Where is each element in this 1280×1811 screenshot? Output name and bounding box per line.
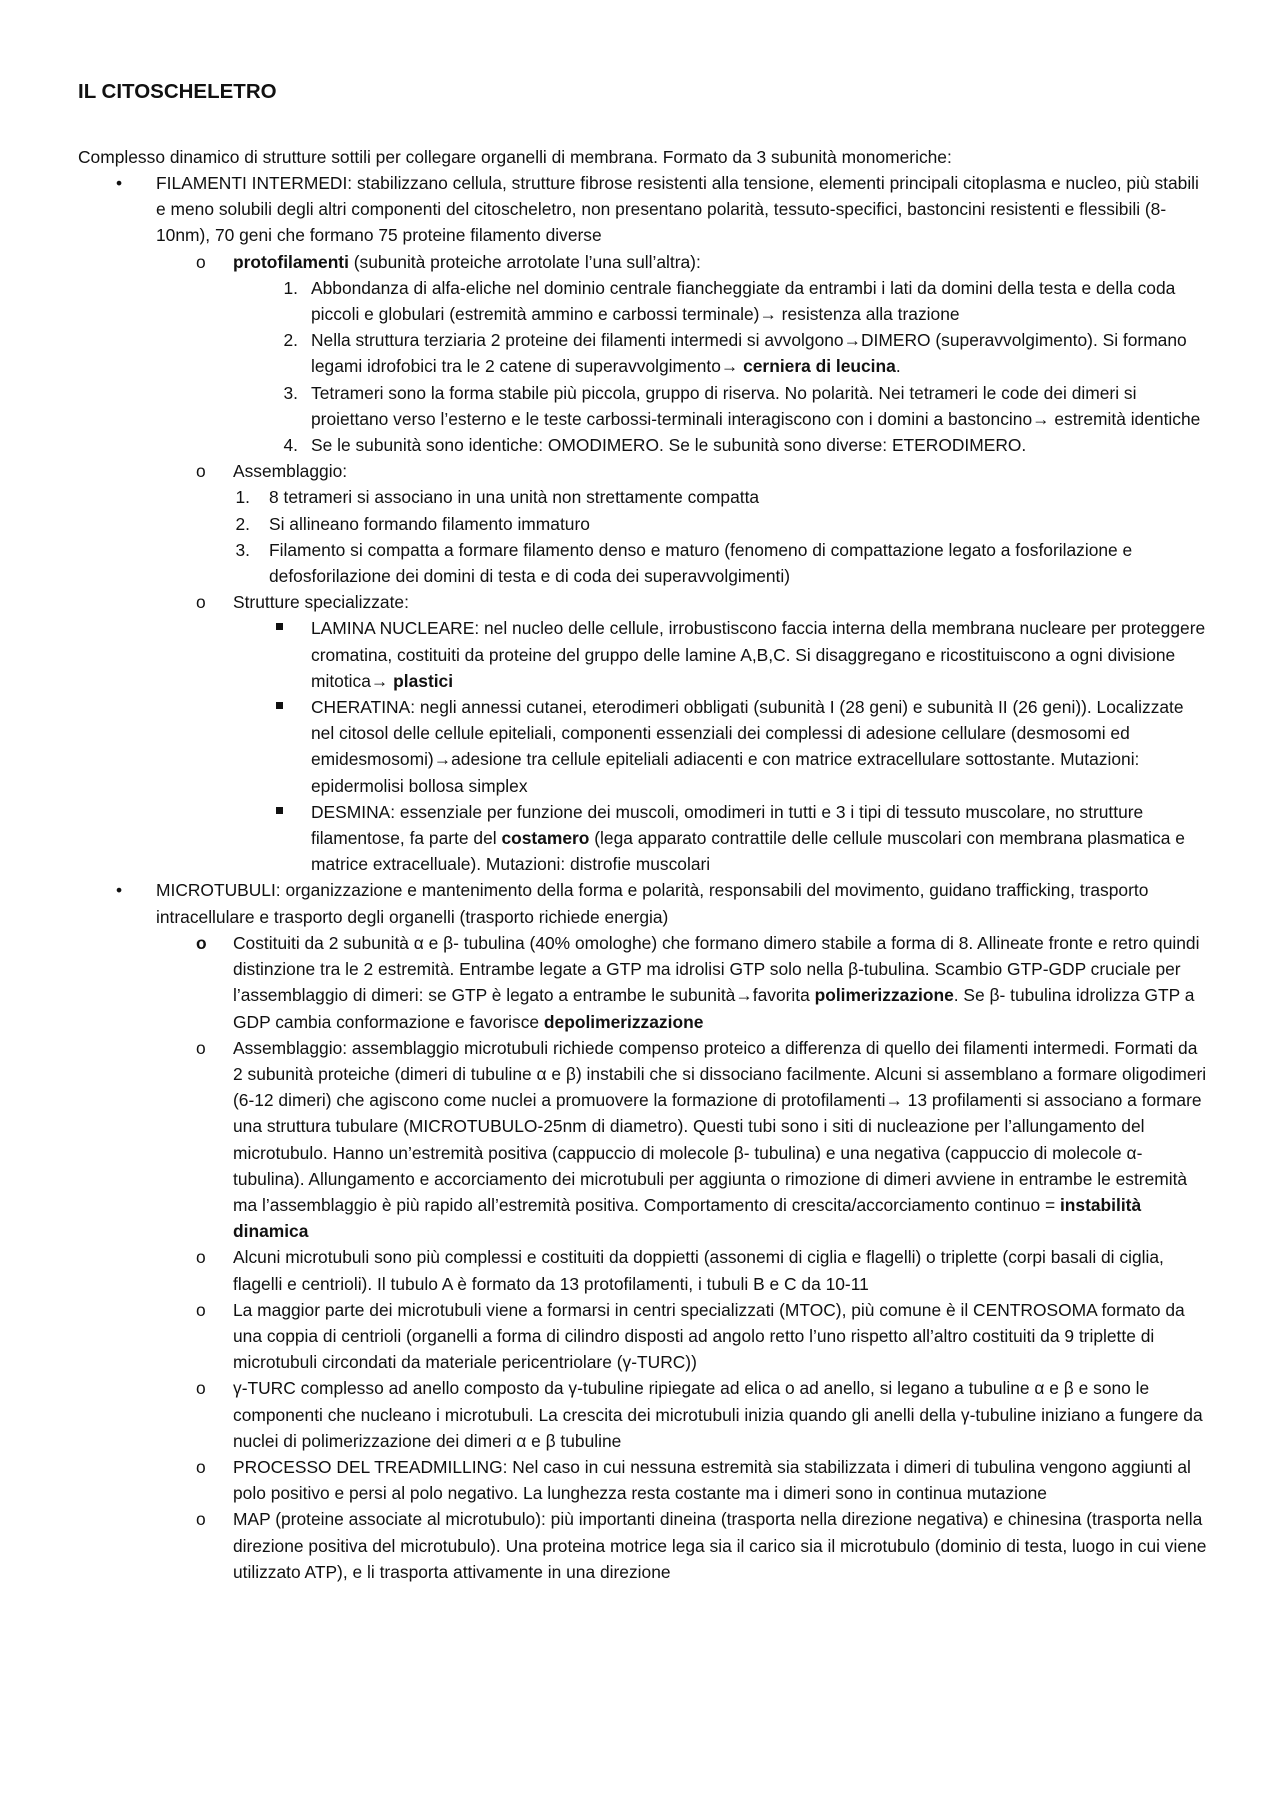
number-marker: 1. xyxy=(283,277,298,298)
square-bullet-icon xyxy=(276,807,283,814)
proto-item-text: Abbondanza di alfa-eliche nel dominio centrale fiancheggiate da entrambi i lati da domini della testa e della coda piccoli e globulari (estremità ammino e carbossi terminale)→ resistenza alla trazione xyxy=(311,277,1176,325)
map-text: MAP (proteine associate al microtubulo): più importanti dineina (trasporta nella direzione negativa) e chinesina (trasporta nella direzione positiva del microtubulo). Una proteina motrice lega sia il carico sia il microtubulo (dominio di testa, luogo in cui viene utilizzato ATP), e li trasporta attivamente in una direzione xyxy=(233,1509,1207,1582)
assemblaggio-item-text: Si allineano formando filamento immaturo xyxy=(269,513,590,534)
list-item-microtubuli xyxy=(78,877,1208,929)
list-item-tubulina xyxy=(78,930,1208,1035)
proto-item-text: Tetrameri sono la forma stabile più piccola, gruppo di riserva. No polarità. Nei tetrameri le code dei dimeri si proiettano verso l’esterno e le teste carbossi-terminali interagiscono con i domini a bastoncino→ estremità identiche xyxy=(311,382,1201,429)
circle-marker: o xyxy=(196,1247,206,1268)
list-item-proto-2 xyxy=(78,327,1208,379)
list-item-desmina xyxy=(78,799,1208,878)
list-item-assemblaggio-mt xyxy=(78,1035,1208,1245)
circle-marker: o xyxy=(196,1037,206,1058)
circle-marker: o xyxy=(196,251,206,272)
number-marker: 4. xyxy=(283,435,298,456)
desmina-text: DESMINA: essenziale per funzione dei muscoli, omodimeri in tutti e 3 i tipi di tessuto muscolare, no strutture filamentose, fa parte del xyxy=(311,801,1144,849)
tubulina-text-2: . Se β- tubulina idrolizza GTP a GDP cambia conformazione e favorisce xyxy=(233,985,1195,1032)
cerniera-term: cerniera di leucina xyxy=(743,356,896,377)
microtubuli-text: MICROTUBULI: organizzazione e mantenimento della forma e polarità, responsabili del movimento, guidano trafficking, trasporto intracellulare e trasporto degli organelli (trasporto richiede energia) xyxy=(156,880,1149,927)
circle-marker: o xyxy=(196,1509,206,1530)
protofilamenti-term: protofilamenti xyxy=(233,251,349,272)
desmina-text-end: (lega apparato contrattile delle cellule muscolari con membrana plasmatica e matrice extracelluale). Mutazioni: distrofie muscolari xyxy=(311,828,1185,875)
list-item-strutture-specializzate xyxy=(78,589,1208,615)
list-item-doppietti xyxy=(78,1244,1208,1296)
square-bullet-icon xyxy=(276,623,283,630)
circle-marker: o xyxy=(196,592,206,613)
circle-marker: o xyxy=(196,932,207,953)
lamina-text: LAMINA NUCLEARE: nel nucleo delle cellule, irrobustiscono faccia interna della membrana nucleare per proteggere cromatina, costituiti da proteine del gruppo delle lamine A,B,C. Si disaggregano e ricostituiscono a ogni divisione mitotica→ xyxy=(311,618,1206,691)
list-item-treadmilling xyxy=(78,1454,1208,1506)
assemblaggio-label: Assemblaggio: xyxy=(233,461,348,482)
list-item-assemblaggio-fi xyxy=(78,458,1208,484)
list-item-assemblaggio-1 xyxy=(78,484,1208,510)
list-item-mtoc xyxy=(78,1297,1208,1376)
number-marker: 3. xyxy=(283,382,298,403)
list-item-filamenti-intermedi xyxy=(78,170,1208,249)
proto-item-text: Se le subunità sono identiche: OMODIMERO. Se le subunità sono diverse: ETERODIMERO. xyxy=(311,435,1027,456)
list-item-lamina-nucleare xyxy=(78,615,1208,694)
list-item-proto-1 xyxy=(78,275,1208,327)
number-marker: 2. xyxy=(235,513,250,534)
assemblaggio-item-text: 8 tetrameri si associano in una unità non strettamente compatta xyxy=(269,487,760,508)
number-marker: 3. xyxy=(235,539,250,560)
document-body xyxy=(78,170,1208,1585)
number-marker: 2. xyxy=(283,330,298,351)
cheratina-text: CHERATINA: negli annessi cutanei, eterodimeri obbligati (subunità I (28 geni) e subunità II (26 geni)). Localizzate nel citosol delle cellule epiteliali, componenti essenziali dei complessi di adesione cellulare (desmosomi ed emidesmosomi)→adesione tra cellule epiteliali adiacenti e con matrice extracellulare sottostante. Mutazioni: epidermolisi bollosa simplex xyxy=(311,697,1184,796)
bullet-marker: • xyxy=(116,880,123,901)
intro-paragraph: Complesso dinamico di strutture sottili per collegare organelli di membrana. Formato da 3 subunità monomeriche: xyxy=(78,147,952,167)
bullet-marker: • xyxy=(116,173,123,193)
list-item-gturc xyxy=(78,1375,1208,1454)
doppietti-text: Alcuni microtubuli sono più complessi e costituiti da doppietti (assonemi di ciglia e flagelli) o triplette (corpi basali di ciglia, flagelli e centrioli). Il tubulo A è formato da 13 protofilamenti, i tubuli B e C da 10-11 xyxy=(233,1247,1164,1294)
mtoc-text: La maggior parte dei microtubuli viene a formarsi in centri specializzati (MTOC), più comune è il CENTROSOMA formato da una coppia di centrioli (organelli a forma di cilindro disposti ad angolo retto l’uno rispetto all’altro costituiti da 9 triplette di microtubuli circondati da materiale pericentriolare (γ-TURC)) xyxy=(233,1299,1185,1373)
proto-item-text: Nella struttura terziaria 2 proteine dei filamenti intermedi si avvolgono→DIMERO (superavvolgimento). Si formano legami idrofobici tra le 2 catene di superavvolgimento→ xyxy=(311,330,1187,377)
list-item-cheratina xyxy=(78,694,1208,799)
circle-marker: o xyxy=(196,461,206,482)
number-marker: 1. xyxy=(235,487,250,508)
assemblaggio-mt-text: Assemblaggio: assemblaggio microtubuli richiede compenso proteico a differenza di quello dei filamenti intermedi. Formati da 2 subunità proteiche (dimeri di tubuline α e β) instabili che si dissociano facilmente. Alcuni si assemblano a formare oligodimeri (6-12 dimeri) che agiscono come nuclei a promuovere la formazione di protofilamenti→ 13 profilamenti si associano a formare una struttura tubulare (MICROTUBULO-25nm di diametro). Questi tubi sono i siti di nucleazione per l’allungamento del microtubulo. Hanno un’estremità positiva (cappuccio di molecole β- tubulina) e una negativa (cappuccio di molecole α-tubulina). Allungamento e accorciamento dei microtubuli per aggiunta o rimozione di dimeri avviene in entrambe le estremità ma l’assemblaggio è più rapido all’estremità positiva. Comportamento di crescita/accorciamento continuo = xyxy=(233,1037,1207,1215)
list-item-assemblaggio-2 xyxy=(78,511,1208,537)
square-bullet-icon xyxy=(276,702,283,709)
plastici-term: plastici xyxy=(393,670,454,691)
assemblaggio-item-text: Filamento si compatta a formare filamento denso e maturo (fenomeno di compattazione legato a fosforilazione e defosforilazione dei domini di testa e di coda dei superavvolgimenti) xyxy=(269,539,1133,587)
page-title: IL CITOSCHELETRO xyxy=(78,80,277,103)
cerniera-end: . xyxy=(895,356,901,377)
filamenti-text: FILAMENTI INTERMEDI: stabilizzano cellula, strutture fibrose resistenti alla tensione, elementi principali citoplasma e nucleo, più stabili e meno solubili degli altri componenti del citoscheletro, non presentano polarità, tessuto-specifici, bastoncini resistenti e flessibili (8-10nm), 70 geni che formano 75 proteine filamento diverse xyxy=(156,173,1199,246)
circle-marker: o xyxy=(196,1299,206,1320)
list-item-proto-4 xyxy=(78,432,1208,458)
treadmilling-text: PROCESSO DEL TREADMILLING: Nel caso in cui nessuna estremità sia stabilizzata i dimeri di tubulina vengono aggiunti al polo positivo e persi al polo negativo. La lunghezza resta costante ma i dimeri sono in continua mutazione xyxy=(233,1456,1191,1504)
protofilamenti-text: (subunità proteiche arrotolate l’una sull’altra): xyxy=(348,251,701,272)
circle-marker: o xyxy=(196,1456,206,1477)
tubulina-text: Costituiti da 2 subunità α e β- tubulina (40% omologhe) che formano dimero stabile a forma di 8. Allineate fronte e retro quindi distinzione tra le 2 estremità. Entrambe legate a GTP ma idrolisi GTP solo nella β-tubulina. Scambio GTP-GDP cruciale per l’assemblaggio di dimeri: se GTP è legato a entrambe le subunità→favorita xyxy=(233,932,1200,1006)
strutture-label: Strutture specializzate: xyxy=(233,592,409,613)
instabilita-term: instabilità dinamica xyxy=(233,1194,1142,1242)
gturc-text: γ-TURC complesso ad anello composto da γ-tubuline ripiegate ad elica o ad anello, si legano a tubuline α e β e sono le componenti che nucleano i microtubuli. La crescita dei microtubuli inizia quando gli anelli della γ-tubuline iniziano a fungere da nuclei di polimerizzazione dei dimeri α e β tubuline xyxy=(233,1378,1203,1451)
list-item-assemblaggio-3 xyxy=(78,537,1208,589)
costamero-term: costamero xyxy=(501,828,590,849)
list-item-protofilamenti xyxy=(78,249,1208,275)
circle-marker: o xyxy=(196,1378,206,1399)
list-item-proto-3 xyxy=(78,380,1208,432)
list-item-map xyxy=(78,1506,1208,1585)
depolimerizzazione-term: depolimerizzazione xyxy=(543,1011,704,1032)
polimerizzazione-term: polimerizzazione xyxy=(814,985,954,1006)
